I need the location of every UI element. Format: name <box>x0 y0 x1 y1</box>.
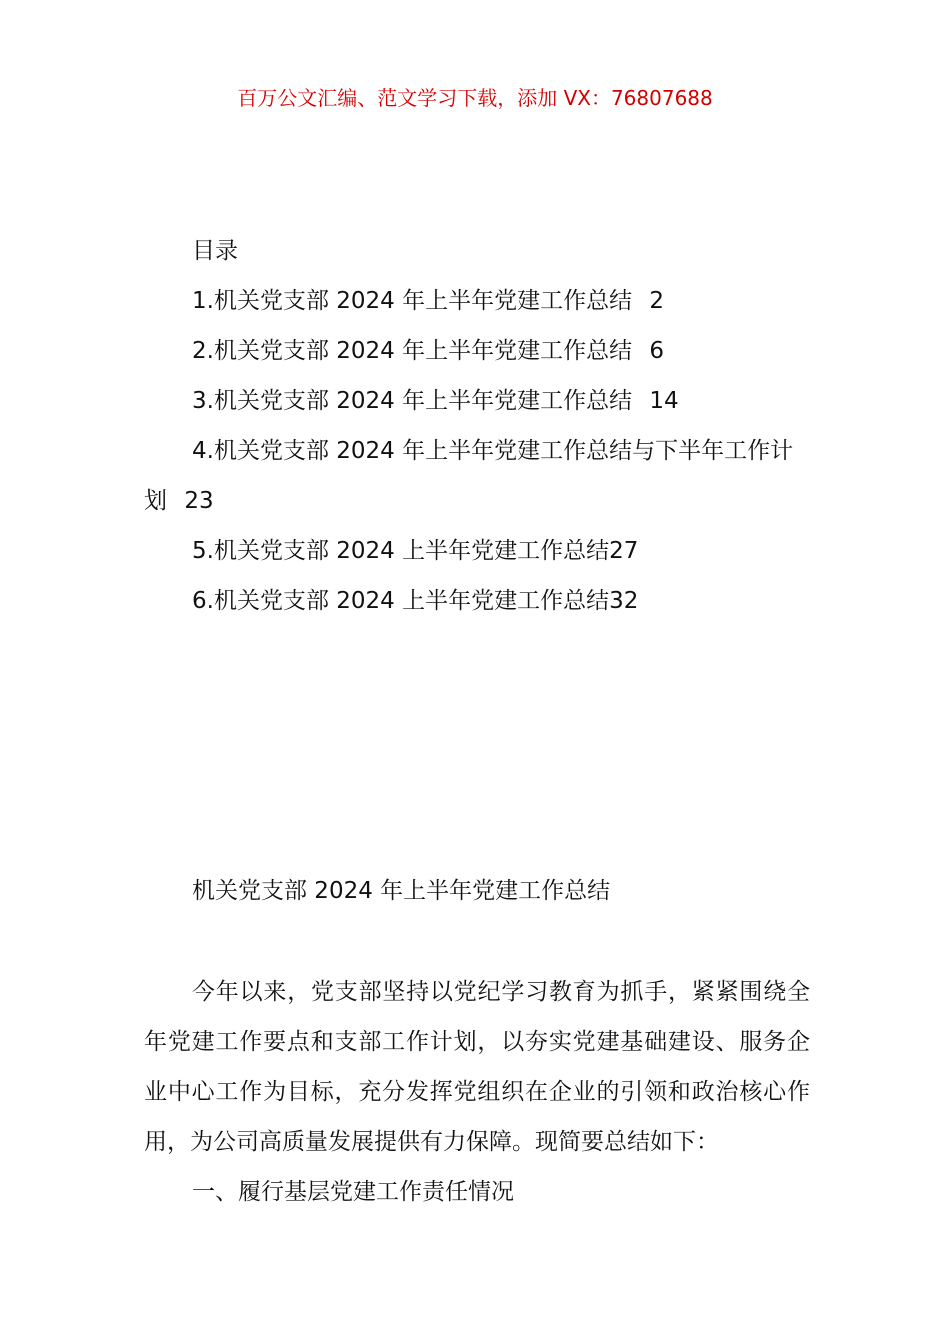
toc-item[interactable] <box>144 376 810 426</box>
toc-item-label: 1.机关党支部 2024 年上半年党建工作总结 <box>192 288 633 314</box>
toc-item-page: 6 <box>649 338 665 364</box>
toc-item-page: 23 <box>184 488 214 514</box>
toc-item-page: 32 <box>609 588 639 614</box>
toc-item[interactable] <box>144 526 810 576</box>
toc-item[interactable] <box>144 326 810 376</box>
document-body <box>144 967 810 1217</box>
toc-item-label: 3.机关党支部 2024 年上半年党建工作总结 <box>192 388 633 414</box>
toc-item-label: 4.机关党支部 2024 年上半年党建工作总结与下半年工作计划 <box>144 438 794 514</box>
toc-item[interactable] <box>144 576 810 626</box>
toc-title: 目录 <box>192 238 238 264</box>
toc-item[interactable] <box>144 276 810 326</box>
toc-item-label: 2.机关党支部 2024 年上半年党建工作总结 <box>192 338 633 364</box>
toc-item-page: 2 <box>649 288 665 314</box>
table-of-contents <box>144 226 810 626</box>
toc-item-page: 14 <box>649 388 679 414</box>
document-title: 机关党支部 2024 年上半年党建工作总结 <box>192 878 611 904</box>
toc-item-label: 6.机关党支部 2024 上半年党建工作总结 <box>192 588 610 614</box>
toc-item[interactable] <box>144 426 810 526</box>
section-heading: 一、履行基层党建工作责任情况 <box>192 1179 514 1205</box>
promo-header: 百万公文汇编、范文学习下载，添加 VX：76807688 <box>237 86 713 110</box>
body-paragraph: 今年以来，党支部坚持以党纪学习教育为抓手，紧紧围绕全年党建工作要点和支部工作计划，以夯实党建基础建设、服务企业中心工作为目标，充分发挥党组织在企业的引领和政治核心作用，为公司高质量发展提供有力保障。现简要总结如下： <box>144 979 810 1155</box>
toc-item-label: 5.机关党支部 2024 上半年党建工作总结 <box>192 538 610 564</box>
toc-item-page: 27 <box>609 538 639 564</box>
